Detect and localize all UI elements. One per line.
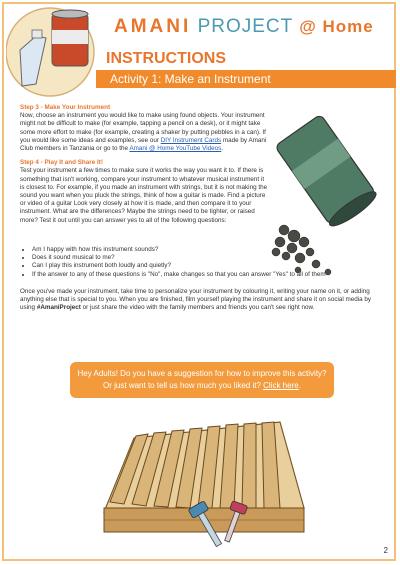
step4-title: Step 4 - Play It and Share It! (20, 159, 103, 167)
step3-body (20, 112, 270, 153)
question-item: • If the answer to any of these questions is "No", make changes so that you can answer "Yes" to all of them (32, 271, 378, 279)
questions-list (20, 246, 378, 279)
feedback-link[interactable]: Click here (263, 381, 299, 390)
closing-text-a: Once you've made your instrument, take time to personalize your instrument by colouring it, writing your name on it, or adding anything else that is special to you. When you are finished, film yourself playing the instrument and share it on social media by using (20, 288, 372, 312)
steps-column (20, 104, 270, 231)
brand-project: PROJECT (197, 16, 293, 37)
youtube-videos-link[interactable]: Amani @ Home YouTube Videos (129, 145, 222, 153)
adults-line1: Hey Adults! Do you have a suggestion for how to improve this activity? (77, 369, 327, 378)
question-item: • Can I play this instrument both loudly and quietly? (32, 262, 378, 270)
hashtag: #AmaniProject (36, 304, 81, 312)
step3-text-a: Now, choose an instrument you would like to make using found objects. Your instrument might not be difficult to make (for example, tapping a pencil on a desk), or it might take some more effort to make (for example, creating a shaker by putting pebbles in a can). If you would like some ideas and examples, see our (20, 112, 266, 144)
diy-cards-link[interactable]: DIY Instrument Cards (160, 136, 222, 144)
page-title: INSTRUCTIONS (106, 50, 226, 67)
page-number: 2 (383, 546, 388, 555)
step3-title: Step 3 - Make Your Instrument (20, 104, 111, 111)
adults-line2-end: . (298, 381, 301, 390)
brand-amani: AMANI (114, 16, 192, 37)
brand-home: @ Home (299, 17, 374, 36)
header-illustration (6, 6, 106, 106)
step4-body: Test your instrument a few times to make sure it works the way you want it to. If there is something that isn't working, compare your instrument to whatever musical instrument it is closest to. For example, if you made an instrument with strings, but it is not making the sound you want when you pluck the strings, think of how a guitar is made. Find a picture or video of a guitar Look very closely at how it is made, and then compare it to your instrument. What are the differences? Maybe the strings need to be tighter, or raised more? Test it out until you can answer yes to all of the following questions: (20, 167, 268, 224)
question-item: • Am I happy with how this instrument sounds? (32, 246, 378, 254)
closing-paragraph (20, 288, 378, 313)
adults-feedback-box (70, 362, 334, 398)
title-band (106, 50, 396, 68)
activity-bar: Activity 1: Make an Instrument (96, 70, 396, 88)
adults-line2-text: Or just want to tell us how much you liked it? (103, 381, 264, 390)
step3-text-b: made by Amani Club members in Tanzania or go to the (20, 136, 267, 153)
brand-logo (114, 16, 374, 38)
question-item: • Does it sound musical to me? (32, 254, 378, 262)
xylophone-illustration (96, 408, 310, 548)
closing-text-b: or just share the video with the family members and friends you can't see right now. (80, 304, 315, 312)
adults-line2 (70, 380, 334, 392)
step3-text-c: . (221, 145, 224, 153)
